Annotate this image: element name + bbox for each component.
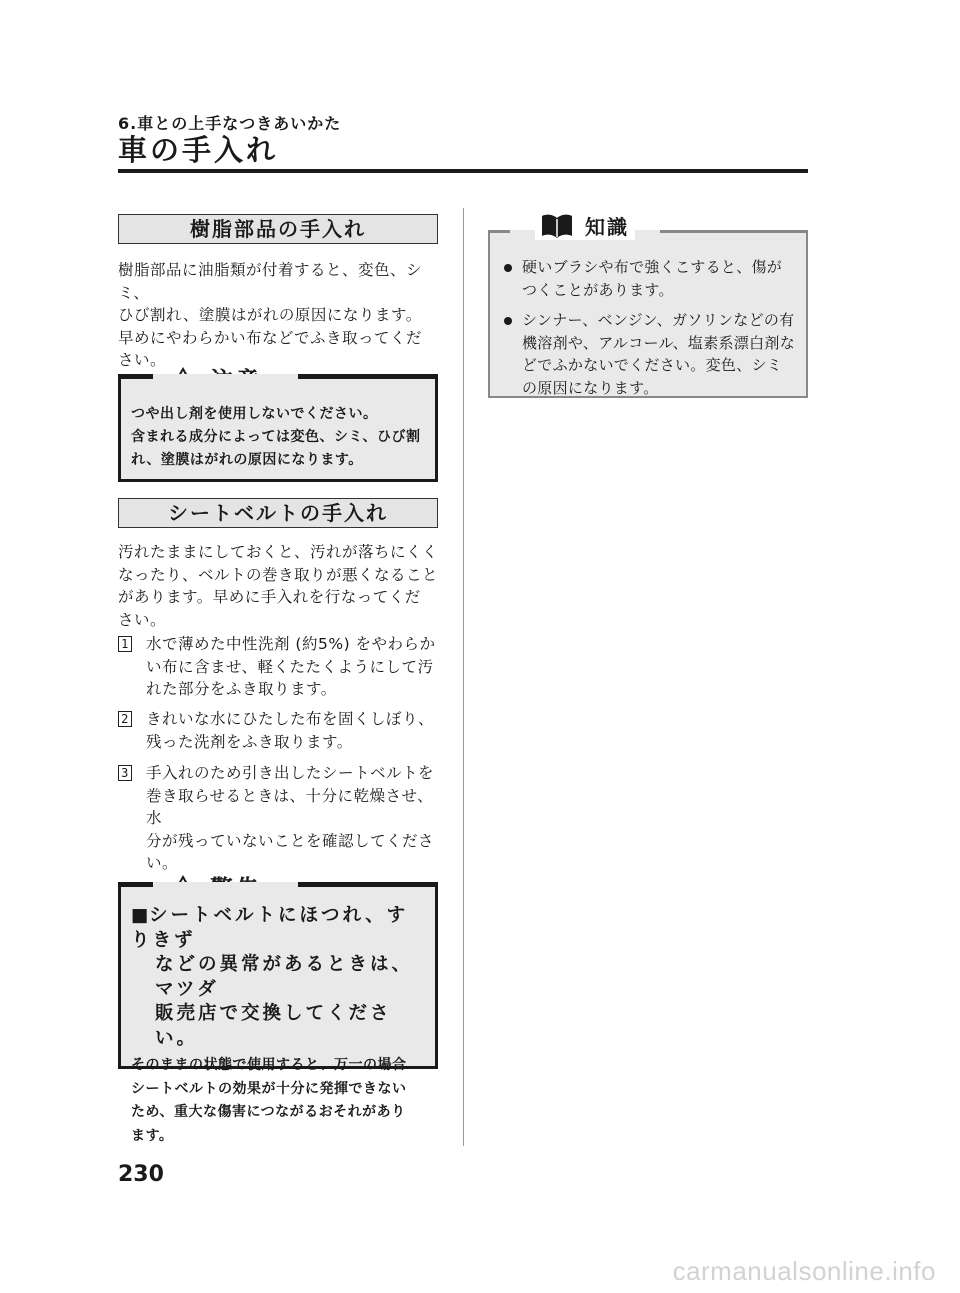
watermark: carmanualsonline.info <box>672 1256 936 1286</box>
book-icon <box>541 213 573 239</box>
warning-box-topbar-left <box>118 882 153 887</box>
step-2 <box>118 708 440 753</box>
warning-heading: ■シートベルトにほつれ、すりきず などの異常があるときは、マツダ 販売店で交換してください。 <box>131 905 414 1049</box>
knowledge-item: シンナー、ベンジン、ガソリンなどの有 機溶剤や、アルコール、塩素系漂白剤な どでふかないでください。変色、シミ の原因になります。 <box>502 309 798 399</box>
step-3-text: 手入れのため引き出したシートベルトを 巻き取らせるときは、十分に乾燥させ、水 分が残っていないことを確認してくださ い。 <box>146 764 435 872</box>
warning-body: そのままの状態で使用すると、万一の場合 シートベルトの効果が十分に発揮できない ため、重大な傷害につながるおそれがあり ます。 <box>131 1057 407 1144</box>
caution-box-topbar-left <box>118 374 153 379</box>
knowledge-label <box>535 211 635 240</box>
caution-box-topbar-right <box>298 374 438 379</box>
step-number-2: 2 <box>118 711 132 727</box>
chapter-label: 6.車との上手なつきあいかた <box>118 114 342 133</box>
step-1-text: 水で薄めた中性洗剤 (約5%) をやわらか い布に含ませ、軽くたたくようにして汚 れた部分をふき取ります。 <box>146 635 436 698</box>
knowledge-box-topbar-right <box>660 230 808 233</box>
step-number-3: 3 <box>118 765 132 781</box>
seatbelt-paragraph: 汚れたままにしておくと、汚れが落ちにくく なったり、ベルトの巻き取りが悪くなること があります。早めに手入れを行なってくだ さい。 <box>118 543 439 629</box>
step-1 <box>118 633 440 701</box>
resin-paragraph: 樹脂部品に油脂類が付着すると、変色、シミ、 ひび割れ、塗膜はがれの原因になります。 早めにやわらかい布などでふき取ってくだ さい。 <box>118 261 423 369</box>
knowledge-item: 硬いブラシや布で強くこすると、傷が つくことがあります。 <box>502 256 798 301</box>
page-number: 230 <box>118 1162 164 1187</box>
caution-box <box>118 374 438 482</box>
knowledge-box <box>488 230 808 398</box>
step-2-text: きれいな水にひたした布を固くしぼり、 残った洗剤をふき取ります。 <box>146 710 435 751</box>
page-title: 車の手入れ <box>118 133 279 167</box>
column-divider <box>463 208 464 1146</box>
knowledge-box-topbar-left <box>488 230 510 233</box>
warning-box <box>118 882 438 1144</box>
caution-text: つや出し剤を使用しないでください。 含まれる成分によっては変色、シミ、ひび割 れ、塗膜はがれの原因になります。 <box>131 406 421 468</box>
knowledge-list <box>502 256 798 407</box>
knowledge-label-text: 知識 <box>585 215 629 239</box>
resin-section-heading: 樹脂部品の手入れ <box>118 214 438 244</box>
seatbelt-section-heading: シートベルトの手入れ <box>118 498 438 528</box>
step-3 <box>118 762 440 875</box>
step-number-1: 1 <box>118 636 132 652</box>
square-bullet-icon: ■ <box>131 905 152 926</box>
warning-box-topbar-right <box>298 882 438 887</box>
warning-content <box>131 904 427 1148</box>
title-rule <box>118 169 808 173</box>
